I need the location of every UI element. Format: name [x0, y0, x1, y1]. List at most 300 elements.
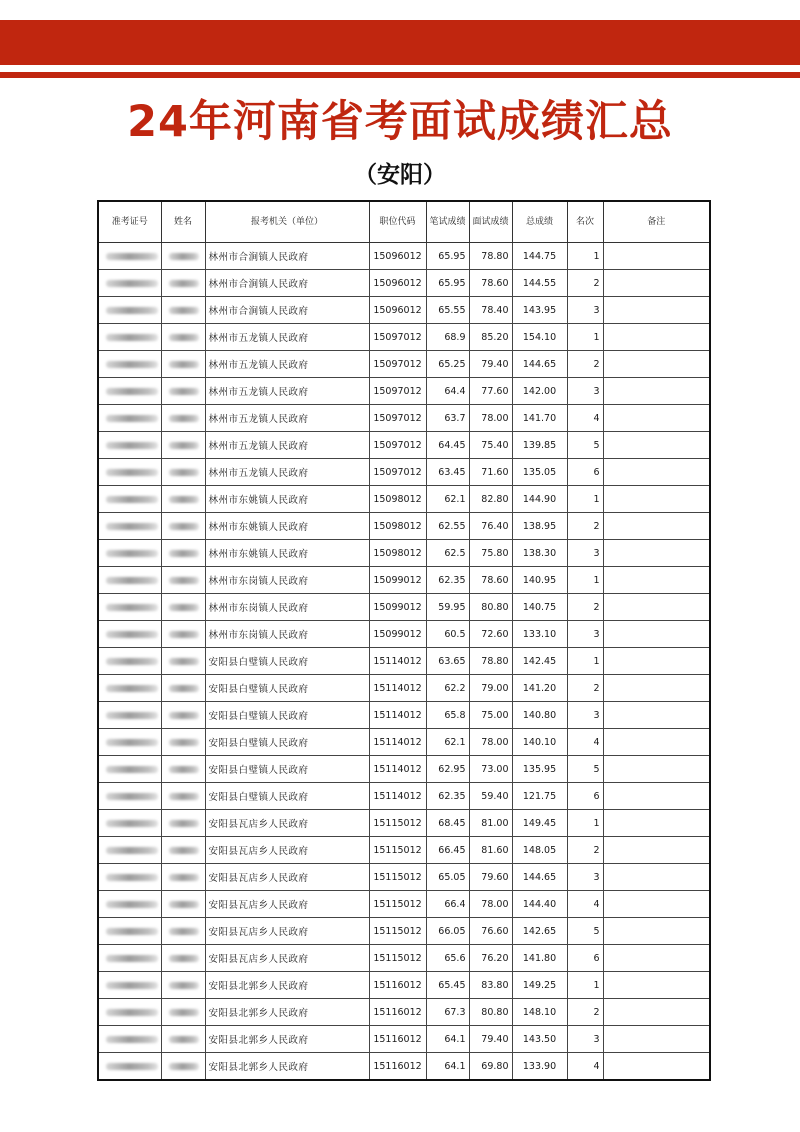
- interview-score-cell: 78.60: [469, 270, 512, 297]
- unit-cell: 安阳县北郭乡人民政府: [205, 1053, 369, 1081]
- redacted-name-cell: [161, 1026, 205, 1053]
- redaction-blur: [169, 658, 199, 665]
- table-row: [98, 540, 710, 567]
- redaction-blur: [106, 280, 158, 287]
- redacted-name-cell: [161, 621, 205, 648]
- rank-cell: 1: [567, 486, 603, 513]
- redaction-blur: [106, 388, 158, 395]
- interview-score-cell: 59.40: [469, 783, 512, 810]
- written-score-cell: 63.7: [426, 405, 469, 432]
- note-cell: [603, 891, 710, 918]
- redaction-blur: [106, 604, 158, 611]
- note-cell: [603, 594, 710, 621]
- redaction-blur: [106, 631, 158, 638]
- redacted-id-cell: [98, 297, 161, 324]
- redacted-id-cell: [98, 486, 161, 513]
- written-score-cell: 64.4: [426, 378, 469, 405]
- redacted-id-cell: [98, 891, 161, 918]
- redaction-blur: [106, 469, 158, 476]
- top-red-banner: [0, 20, 800, 65]
- table-row: [98, 243, 710, 270]
- redacted-id-cell: [98, 324, 161, 351]
- note-cell: [603, 945, 710, 972]
- unit-cell: 安阳县瓦店乡人民政府: [205, 918, 369, 945]
- unit-cell: 安阳县瓦店乡人民政府: [205, 864, 369, 891]
- redacted-id-cell: [98, 405, 161, 432]
- redacted-name-cell: [161, 1053, 205, 1081]
- total-score-cell: 141.70: [512, 405, 567, 432]
- written-score-cell: 65.45: [426, 972, 469, 999]
- written-score-cell: 65.95: [426, 270, 469, 297]
- interview-score-cell: 79.40: [469, 1026, 512, 1053]
- position-code-cell: 15114012: [369, 648, 426, 675]
- table-row: [98, 1053, 710, 1081]
- written-score-cell: 65.6: [426, 945, 469, 972]
- redacted-id-cell: [98, 270, 161, 297]
- unit-cell: 林州市五龙镇人民政府: [205, 459, 369, 486]
- interview-score-cell: 78.80: [469, 243, 512, 270]
- written-score-cell: 62.35: [426, 567, 469, 594]
- redacted-name-cell: [161, 810, 205, 837]
- interview-score-cell: 85.20: [469, 324, 512, 351]
- rank-cell: 1: [567, 243, 603, 270]
- note-cell: [603, 918, 710, 945]
- redacted-id-cell: [98, 675, 161, 702]
- position-code-cell: 15099012: [369, 567, 426, 594]
- rank-cell: 4: [567, 891, 603, 918]
- position-code-cell: 15097012: [369, 378, 426, 405]
- note-cell: [603, 378, 710, 405]
- position-code-cell: 15116012: [369, 1053, 426, 1081]
- redaction-blur: [169, 685, 199, 692]
- note-cell: [603, 783, 710, 810]
- interview-score-cell: 76.20: [469, 945, 512, 972]
- rank-cell: 1: [567, 648, 603, 675]
- header-written: 笔试成绩: [426, 201, 469, 243]
- redacted-id-cell: [98, 945, 161, 972]
- interview-score-cell: 69.80: [469, 1053, 512, 1081]
- redacted-name-cell: [161, 648, 205, 675]
- score-table-container: [97, 200, 709, 1073]
- written-score-cell: 62.35: [426, 783, 469, 810]
- redaction-blur: [106, 307, 158, 314]
- page-subtitle: （安阳）: [354, 162, 446, 188]
- table-row: [98, 594, 710, 621]
- rank-cell: 3: [567, 1026, 603, 1053]
- redaction-blur: [169, 280, 199, 287]
- interview-score-cell: 75.00: [469, 702, 512, 729]
- interview-score-cell: 76.40: [469, 513, 512, 540]
- redacted-id-cell: [98, 756, 161, 783]
- redaction-blur: [106, 442, 158, 449]
- total-score-cell: 133.10: [512, 621, 567, 648]
- redacted-name-cell: [161, 972, 205, 999]
- unit-cell: 安阳县北郭乡人民政府: [205, 1026, 369, 1053]
- table-row: [98, 675, 710, 702]
- total-score-cell: 144.75: [512, 243, 567, 270]
- redacted-name-cell: [161, 540, 205, 567]
- total-score-cell: 142.00: [512, 378, 567, 405]
- total-score-cell: 133.90: [512, 1053, 567, 1081]
- redaction-blur: [169, 469, 199, 476]
- table-row: [98, 945, 710, 972]
- total-score-cell: 139.85: [512, 432, 567, 459]
- total-score-cell: 144.55: [512, 270, 567, 297]
- redaction-blur: [106, 496, 158, 503]
- note-cell: [603, 702, 710, 729]
- table-row: [98, 459, 710, 486]
- note-cell: [603, 621, 710, 648]
- rank-cell: 3: [567, 378, 603, 405]
- redaction-blur: [169, 361, 199, 368]
- redacted-id-cell: [98, 864, 161, 891]
- redacted-name-cell: [161, 594, 205, 621]
- redaction-blur: [169, 1036, 199, 1043]
- header-interview: 面试成绩: [469, 201, 512, 243]
- note-cell: [603, 864, 710, 891]
- table-row: [98, 486, 710, 513]
- position-code-cell: 15097012: [369, 405, 426, 432]
- note-cell: [603, 810, 710, 837]
- table-row: [98, 405, 710, 432]
- position-code-cell: 15097012: [369, 351, 426, 378]
- interview-score-cell: 73.00: [469, 756, 512, 783]
- interview-score-cell: 81.00: [469, 810, 512, 837]
- interview-score-cell: 78.60: [469, 567, 512, 594]
- written-score-cell: 65.8: [426, 702, 469, 729]
- rank-cell: 1: [567, 324, 603, 351]
- position-code-cell: 15115012: [369, 891, 426, 918]
- rank-cell: 2: [567, 351, 603, 378]
- redaction-blur: [169, 523, 199, 530]
- interview-score-cell: 78.80: [469, 648, 512, 675]
- redaction-blur: [106, 901, 158, 908]
- redacted-id-cell: [98, 810, 161, 837]
- unit-cell: 安阳县瓦店乡人民政府: [205, 810, 369, 837]
- redaction-blur: [106, 739, 158, 746]
- total-score-cell: 144.65: [512, 351, 567, 378]
- unit-cell: 安阳县白璧镇人民政府: [205, 675, 369, 702]
- written-score-cell: 62.1: [426, 486, 469, 513]
- rank-cell: 6: [567, 459, 603, 486]
- table-row: [98, 918, 710, 945]
- redaction-blur: [106, 1009, 158, 1016]
- position-code-cell: 15096012: [369, 297, 426, 324]
- top-red-rule: [0, 72, 800, 78]
- note-cell: [603, 270, 710, 297]
- table-row: [98, 864, 710, 891]
- written-score-cell: 59.95: [426, 594, 469, 621]
- rank-cell: 1: [567, 567, 603, 594]
- table-row: [98, 270, 710, 297]
- table-row: [98, 756, 710, 783]
- redaction-blur: [169, 955, 199, 962]
- table-row: [98, 324, 710, 351]
- redacted-name-cell: [161, 351, 205, 378]
- redacted-id-cell: [98, 594, 161, 621]
- position-code-cell: 15097012: [369, 432, 426, 459]
- page-title: 24年河南省考面试成绩汇总: [127, 97, 673, 147]
- interview-score-cell: 79.60: [469, 864, 512, 891]
- note-cell: [603, 756, 710, 783]
- written-score-cell: 64.1: [426, 1026, 469, 1053]
- total-score-cell: 135.05: [512, 459, 567, 486]
- redacted-id-cell: [98, 999, 161, 1026]
- redaction-blur: [169, 901, 199, 908]
- interview-score-cell: 71.60: [469, 459, 512, 486]
- position-code-cell: 15096012: [369, 270, 426, 297]
- note-cell: [603, 324, 710, 351]
- total-score-cell: 143.50: [512, 1026, 567, 1053]
- interview-score-cell: 80.80: [469, 999, 512, 1026]
- total-score-cell: 121.75: [512, 783, 567, 810]
- rank-cell: 5: [567, 918, 603, 945]
- total-score-cell: 140.10: [512, 729, 567, 756]
- written-score-cell: 63.45: [426, 459, 469, 486]
- table-row: [98, 513, 710, 540]
- redaction-blur: [106, 577, 158, 584]
- redaction-blur: [169, 253, 199, 260]
- total-score-cell: 140.75: [512, 594, 567, 621]
- redaction-blur: [169, 982, 199, 989]
- table-row: [98, 999, 710, 1026]
- rank-cell: 1: [567, 810, 603, 837]
- total-score-cell: 143.95: [512, 297, 567, 324]
- table-row: [98, 810, 710, 837]
- total-score-cell: 148.05: [512, 837, 567, 864]
- redacted-id-cell: [98, 837, 161, 864]
- redaction-blur: [106, 253, 158, 260]
- interview-score-cell: 78.00: [469, 729, 512, 756]
- redacted-name-cell: [161, 783, 205, 810]
- table-row: [98, 432, 710, 459]
- redacted-id-cell: [98, 513, 161, 540]
- position-code-cell: 15114012: [369, 756, 426, 783]
- table-row: [98, 702, 710, 729]
- redaction-blur: [169, 793, 199, 800]
- redacted-name-cell: [161, 297, 205, 324]
- note-cell: [603, 999, 710, 1026]
- unit-cell: 安阳县瓦店乡人民政府: [205, 945, 369, 972]
- redacted-id-cell: [98, 351, 161, 378]
- redacted-name-cell: [161, 675, 205, 702]
- unit-cell: 林州市东姚镇人民政府: [205, 540, 369, 567]
- position-code-cell: 15116012: [369, 1026, 426, 1053]
- redacted-name-cell: [161, 243, 205, 270]
- redacted-id-cell: [98, 567, 161, 594]
- interview-score-cell: 77.60: [469, 378, 512, 405]
- redaction-blur: [106, 793, 158, 800]
- total-score-cell: 138.95: [512, 513, 567, 540]
- unit-cell: 林州市合涧镇人民政府: [205, 243, 369, 270]
- rank-cell: 4: [567, 1053, 603, 1081]
- rank-cell: 6: [567, 783, 603, 810]
- table-row: [98, 648, 710, 675]
- position-code-cell: 15098012: [369, 513, 426, 540]
- redaction-blur: [169, 496, 199, 503]
- note-cell: [603, 648, 710, 675]
- redacted-id-cell: [98, 1053, 161, 1081]
- header-rank: 名次: [567, 201, 603, 243]
- unit-cell: 林州市五龙镇人民政府: [205, 405, 369, 432]
- interview-score-cell: 78.00: [469, 405, 512, 432]
- position-code-cell: 15098012: [369, 486, 426, 513]
- redaction-blur: [169, 739, 199, 746]
- note-cell: [603, 432, 710, 459]
- redaction-blur: [106, 685, 158, 692]
- redaction-blur: [106, 712, 158, 719]
- total-score-cell: 149.45: [512, 810, 567, 837]
- written-score-cell: 62.55: [426, 513, 469, 540]
- redaction-blur: [106, 658, 158, 665]
- header-name: 姓名: [161, 201, 205, 243]
- interview-score-cell: 75.80: [469, 540, 512, 567]
- note-cell: [603, 1053, 710, 1081]
- interview-score-cell: 83.80: [469, 972, 512, 999]
- redacted-name-cell: [161, 405, 205, 432]
- unit-cell: 安阳县白璧镇人民政府: [205, 756, 369, 783]
- redaction-blur: [169, 1009, 199, 1016]
- total-score-cell: 140.95: [512, 567, 567, 594]
- redacted-name-cell: [161, 432, 205, 459]
- redacted-id-cell: [98, 243, 161, 270]
- unit-cell: 林州市东姚镇人民政府: [205, 513, 369, 540]
- interview-score-cell: 82.80: [469, 486, 512, 513]
- rank-cell: 4: [567, 729, 603, 756]
- note-cell: [603, 567, 710, 594]
- total-score-cell: 138.30: [512, 540, 567, 567]
- score-table-body: [98, 243, 710, 1081]
- redacted-id-cell: [98, 729, 161, 756]
- position-code-cell: 15115012: [369, 918, 426, 945]
- redacted-name-cell: [161, 837, 205, 864]
- interview-score-cell: 78.00: [469, 891, 512, 918]
- redaction-blur: [106, 982, 158, 989]
- unit-cell: 林州市五龙镇人民政府: [205, 432, 369, 459]
- redacted-id-cell: [98, 540, 161, 567]
- redaction-blur: [106, 523, 158, 530]
- redaction-blur: [169, 307, 199, 314]
- interview-score-cell: 75.40: [469, 432, 512, 459]
- total-score-cell: 141.80: [512, 945, 567, 972]
- interview-score-cell: 80.80: [469, 594, 512, 621]
- written-score-cell: 64.1: [426, 1053, 469, 1081]
- written-score-cell: 62.95: [426, 756, 469, 783]
- table-row: [98, 837, 710, 864]
- redaction-blur: [169, 334, 199, 341]
- redaction-blur: [106, 955, 158, 962]
- written-score-cell: 62.2: [426, 675, 469, 702]
- position-code-cell: 15099012: [369, 594, 426, 621]
- redacted-name-cell: [161, 324, 205, 351]
- total-score-cell: 148.10: [512, 999, 567, 1026]
- position-code-cell: 15114012: [369, 783, 426, 810]
- total-score-cell: 142.65: [512, 918, 567, 945]
- redaction-blur: [169, 874, 199, 881]
- total-score-cell: 141.20: [512, 675, 567, 702]
- written-score-cell: 68.9: [426, 324, 469, 351]
- unit-cell: 林州市五龙镇人民政府: [205, 378, 369, 405]
- redaction-blur: [106, 361, 158, 368]
- note-cell: [603, 540, 710, 567]
- interview-score-cell: 81.60: [469, 837, 512, 864]
- rank-cell: 3: [567, 702, 603, 729]
- unit-cell: 林州市五龙镇人民政府: [205, 324, 369, 351]
- written-score-cell: 66.45: [426, 837, 469, 864]
- redaction-blur: [169, 847, 199, 854]
- rank-cell: 2: [567, 675, 603, 702]
- rank-cell: 2: [567, 837, 603, 864]
- redacted-id-cell: [98, 621, 161, 648]
- total-score-cell: 144.65: [512, 864, 567, 891]
- position-code-cell: 15115012: [369, 945, 426, 972]
- redacted-id-cell: [98, 783, 161, 810]
- unit-cell: 林州市东岗镇人民政府: [205, 567, 369, 594]
- rank-cell: 3: [567, 621, 603, 648]
- total-score-cell: 144.90: [512, 486, 567, 513]
- written-score-cell: 62.5: [426, 540, 469, 567]
- header-total: 总成绩: [512, 201, 567, 243]
- header-id: 准考证号: [98, 201, 161, 243]
- position-code-cell: 15116012: [369, 972, 426, 999]
- redacted-name-cell: [161, 945, 205, 972]
- position-code-cell: 15115012: [369, 837, 426, 864]
- table-row: [98, 1026, 710, 1053]
- note-cell: [603, 459, 710, 486]
- redacted-name-cell: [161, 378, 205, 405]
- table-row: [98, 891, 710, 918]
- redacted-name-cell: [161, 459, 205, 486]
- score-table: [97, 200, 711, 1081]
- redaction-blur: [169, 415, 199, 422]
- interview-score-cell: 76.60: [469, 918, 512, 945]
- redacted-id-cell: [98, 378, 161, 405]
- rank-cell: 5: [567, 756, 603, 783]
- redacted-name-cell: [161, 702, 205, 729]
- unit-cell: 林州市合涧镇人民政府: [205, 297, 369, 324]
- table-row: [98, 351, 710, 378]
- redaction-blur: [106, 766, 158, 773]
- redacted-name-cell: [161, 891, 205, 918]
- total-score-cell: 154.10: [512, 324, 567, 351]
- note-cell: [603, 837, 710, 864]
- written-score-cell: 63.65: [426, 648, 469, 675]
- redaction-blur: [169, 820, 199, 827]
- header-unit: 报考机关（单位）: [205, 201, 369, 243]
- rank-cell: 2: [567, 594, 603, 621]
- interview-score-cell: 72.60: [469, 621, 512, 648]
- total-score-cell: 142.45: [512, 648, 567, 675]
- position-code-cell: 15115012: [369, 810, 426, 837]
- redacted-name-cell: [161, 729, 205, 756]
- table-row: [98, 621, 710, 648]
- position-code-cell: 15098012: [369, 540, 426, 567]
- rank-cell: 5: [567, 432, 603, 459]
- total-score-cell: 149.25: [512, 972, 567, 999]
- redaction-blur: [106, 415, 158, 422]
- rank-cell: 3: [567, 864, 603, 891]
- redaction-blur: [169, 631, 199, 638]
- written-score-cell: 65.55: [426, 297, 469, 324]
- unit-cell: 安阳县白璧镇人民政府: [205, 648, 369, 675]
- written-score-cell: 66.05: [426, 918, 469, 945]
- redaction-blur: [169, 1063, 199, 1070]
- rank-cell: 2: [567, 270, 603, 297]
- redacted-name-cell: [161, 756, 205, 783]
- redaction-blur: [106, 1063, 158, 1070]
- redaction-blur: [106, 928, 158, 935]
- note-cell: [603, 729, 710, 756]
